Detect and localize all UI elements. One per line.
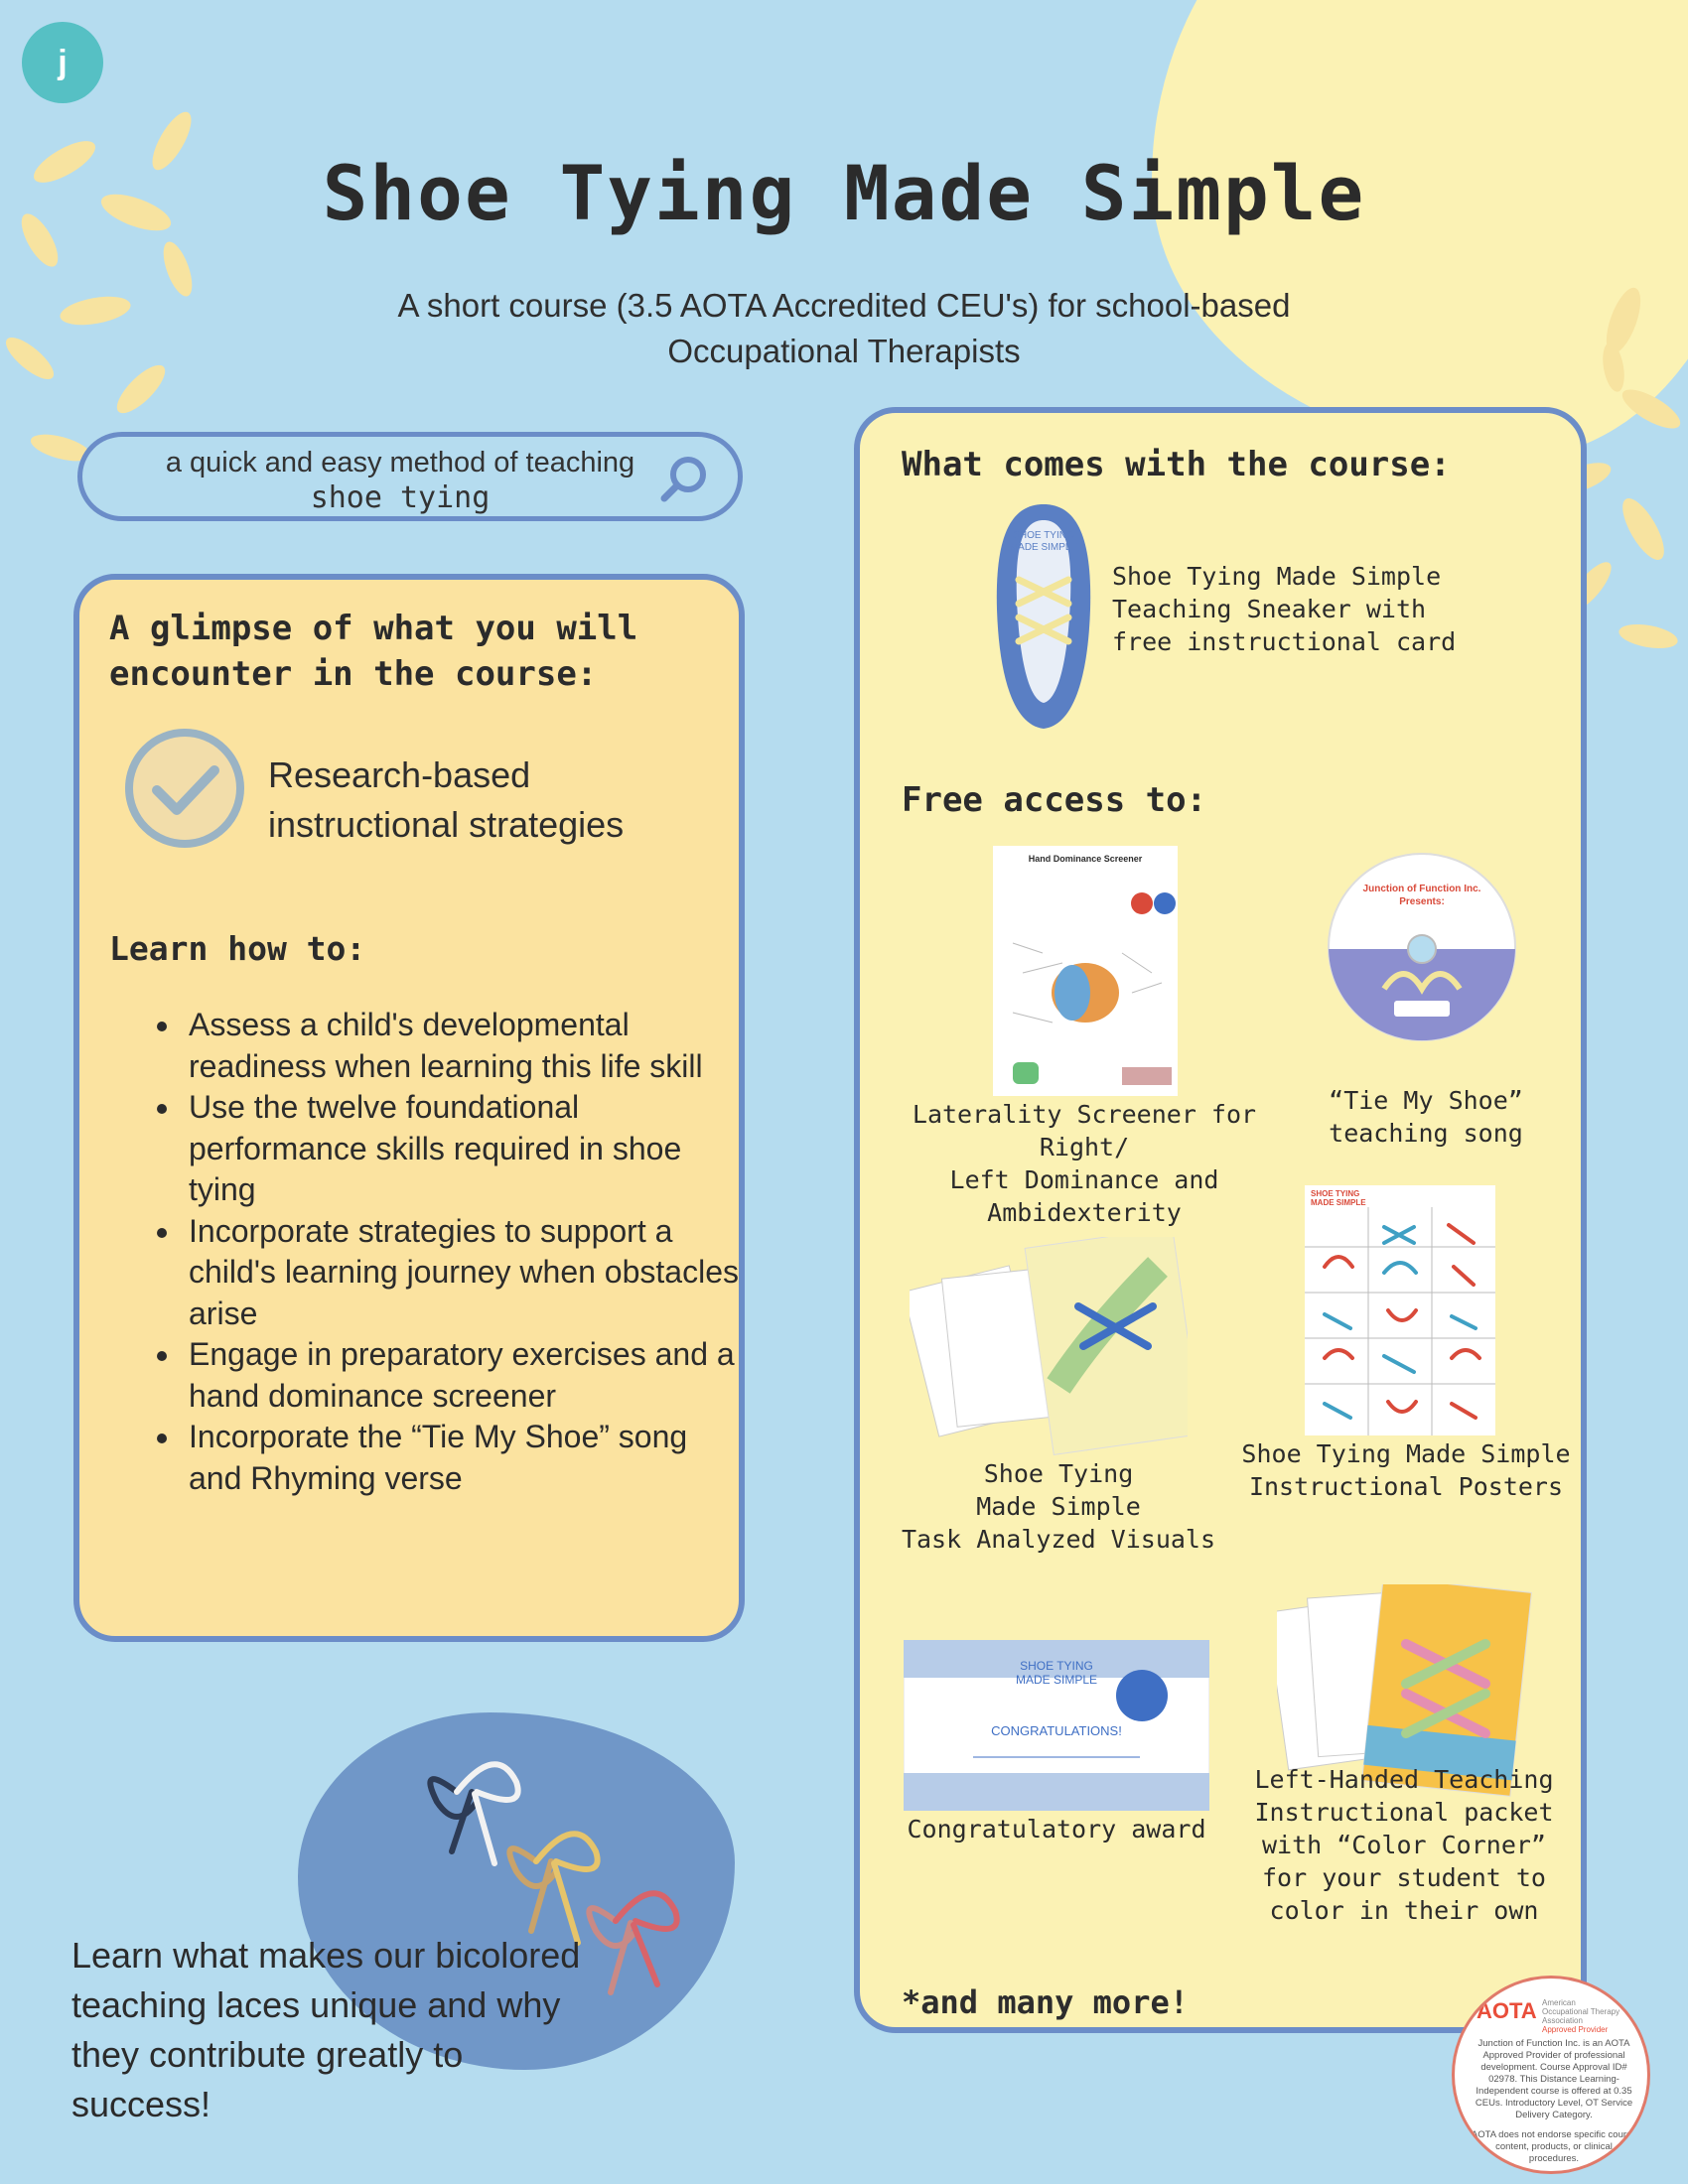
list-item: • Incorporate strategies to support a child's learning journey when obstacles arise	[183, 1211, 739, 1335]
posters-caption	[1237, 1437, 1575, 1503]
award-label-line-2: MADE SIMPLE	[1015, 1673, 1098, 1687]
sneaker-image	[989, 500, 1098, 735]
search-text	[132, 445, 668, 516]
aota-org-line-1: American	[1542, 1998, 1576, 2007]
song-caption-line-1: “Tie My Shoe”	[1329, 1086, 1523, 1115]
sneaker-caption-line-3: free instructional card	[1112, 627, 1457, 656]
search-pill	[77, 432, 743, 521]
left-handed-caption-line-4: for your student to	[1262, 1863, 1546, 1892]
glimpse-heading-line-1: A glimpse of what you will	[109, 609, 638, 648]
screener-caption-line-2: Left Dominance and	[949, 1165, 1219, 1194]
list-item: • Use the twelve foundational performance skills required in shoe tying	[183, 1087, 739, 1211]
sneaker-label-line-1: SHOE TYING	[1013, 530, 1074, 541]
sneaker-label-line-2: MADE SIMPLE	[1009, 542, 1078, 553]
screener-caption-line-3: Ambidexterity	[987, 1198, 1182, 1227]
award-image	[904, 1640, 1209, 1811]
glimpse-heading	[109, 606, 705, 697]
research-highlight	[268, 751, 705, 850]
left-handed-caption-line-2: Instructional packet	[1254, 1798, 1554, 1827]
screener-caption-line-1: Laterality Screener for Right/	[912, 1100, 1257, 1161]
screener-caption	[870, 1098, 1299, 1229]
song-cd-image	[1325, 850, 1519, 1044]
posters-label-line-1: SHOE TYING	[1311, 1189, 1360, 1198]
learn-heading: Learn how to:	[109, 929, 366, 968]
left-handed-caption	[1235, 1763, 1573, 1927]
laces-description	[71, 1931, 667, 2129]
list-item: • Incorporate the “Tie My Shoe” song and Rhyming verse	[183, 1417, 739, 1499]
and-more-text: *and many more!	[902, 1983, 1189, 2021]
laces-line-3: they contribute greatly to	[71, 2034, 464, 2075]
song-caption	[1297, 1084, 1555, 1150]
aota-org-line-2: Occupational Therapy	[1542, 2007, 1620, 2016]
learn-list	[149, 1005, 739, 1499]
visuals-caption-line-3: Task Analyzed Visuals	[901, 1525, 1216, 1554]
free-access-heading: Free access to:	[902, 780, 1207, 820]
course-overview-card	[73, 574, 745, 1642]
aota-disclaimer: AOTA does not endorse specific course content, products, or clinical procedures.	[1471, 2129, 1637, 2164]
left-handed-caption-line-3: with “Color Corner”	[1262, 1831, 1546, 1859]
research-line-2: instructional strategies	[268, 804, 625, 845]
check-icon	[125, 729, 244, 848]
search-line-1: a quick and easy method of teaching	[165, 447, 635, 478]
page-subtitle	[248, 283, 1440, 374]
laces-line-1: Learn what makes our bicolored	[71, 1935, 581, 1976]
laces-line-2: teaching laces unique and why	[71, 1984, 561, 2025]
posters-caption-line-1: Shoe Tying Made Simple	[1241, 1439, 1571, 1468]
course-contents-card	[854, 407, 1587, 2033]
search-icon	[658, 453, 710, 504]
song-caption-line-2: teaching song	[1329, 1119, 1523, 1148]
cd-label-line-2: Presents:	[1399, 896, 1445, 907]
subtitle-line-1: A short course (3.5 AOTA Accredited CEU's) for school-based	[397, 287, 1291, 324]
screener-image	[993, 846, 1178, 1096]
aota-approval-statement: Junction of Function Inc. is an AOTA Approved Provider of professional development. Course Approval ID# 02978. This Distance Learning-Independent course is offered at 0.35 CEUs. Introductory Level, OT Service Delivery Category.	[1475, 2038, 1633, 2120]
visuals-caption-line-2: Made Simple	[976, 1492, 1141, 1521]
aota-org-name	[1542, 1998, 1641, 2034]
left-handed-caption-line-1: Left-Handed Teaching	[1254, 1765, 1554, 1794]
aota-approval-text	[1471, 2038, 1637, 2165]
screener-image-title: Hand Dominance Screener	[1028, 854, 1143, 864]
aota-seal	[1452, 1976, 1650, 2174]
aota-provider-label: Approved Provider	[1542, 2025, 1609, 2034]
visuals-image	[910, 1237, 1188, 1465]
posters-label-line-2: MADE SIMPLE	[1311, 1198, 1366, 1207]
visuals-caption	[890, 1457, 1227, 1556]
posters-caption-line-2: Instructional Posters	[1248, 1472, 1564, 1501]
award-congrats-text: CONGRATULATIONS!	[991, 1723, 1122, 1738]
aota-logo: AOTA	[1477, 1998, 1537, 2023]
aota-org-line-3: Association	[1542, 2016, 1583, 2025]
brand-logo: j	[22, 22, 103, 103]
left-handed-caption-line-5: color in their own	[1269, 1896, 1539, 1925]
visuals-caption-line-1: Shoe Tying	[983, 1459, 1134, 1488]
sneaker-caption	[1112, 560, 1489, 658]
award-caption: Congratulatory award	[907, 1815, 1206, 1843]
page-title: Shoe Tying Made Simple	[322, 149, 1366, 237]
what-comes-heading: What comes with the course:	[902, 445, 1451, 484]
sneaker-caption-line-2: Teaching Sneaker with	[1112, 595, 1427, 623]
sneaker-caption-line-1: Shoe Tying Made Simple	[1112, 562, 1442, 591]
glimpse-heading-line-2: encounter in the course:	[109, 654, 598, 694]
list-item: • Engage in preparatory exercises and a hand dominance screener	[183, 1334, 739, 1417]
laces-line-4: success!	[71, 2084, 211, 2124]
research-line-1: Research-based	[268, 754, 531, 795]
posters-image	[1305, 1185, 1495, 1435]
cd-label-line-1: Junction of Function Inc.	[1362, 884, 1481, 894]
award-label-line-1: SHOE TYING	[1020, 1659, 1093, 1673]
list-item: • Assess a child's developmental readiness when learning this life skill	[183, 1005, 739, 1087]
subtitle-line-2: Occupational Therapists	[667, 333, 1021, 369]
search-line-2: shoe tying	[310, 480, 491, 515]
